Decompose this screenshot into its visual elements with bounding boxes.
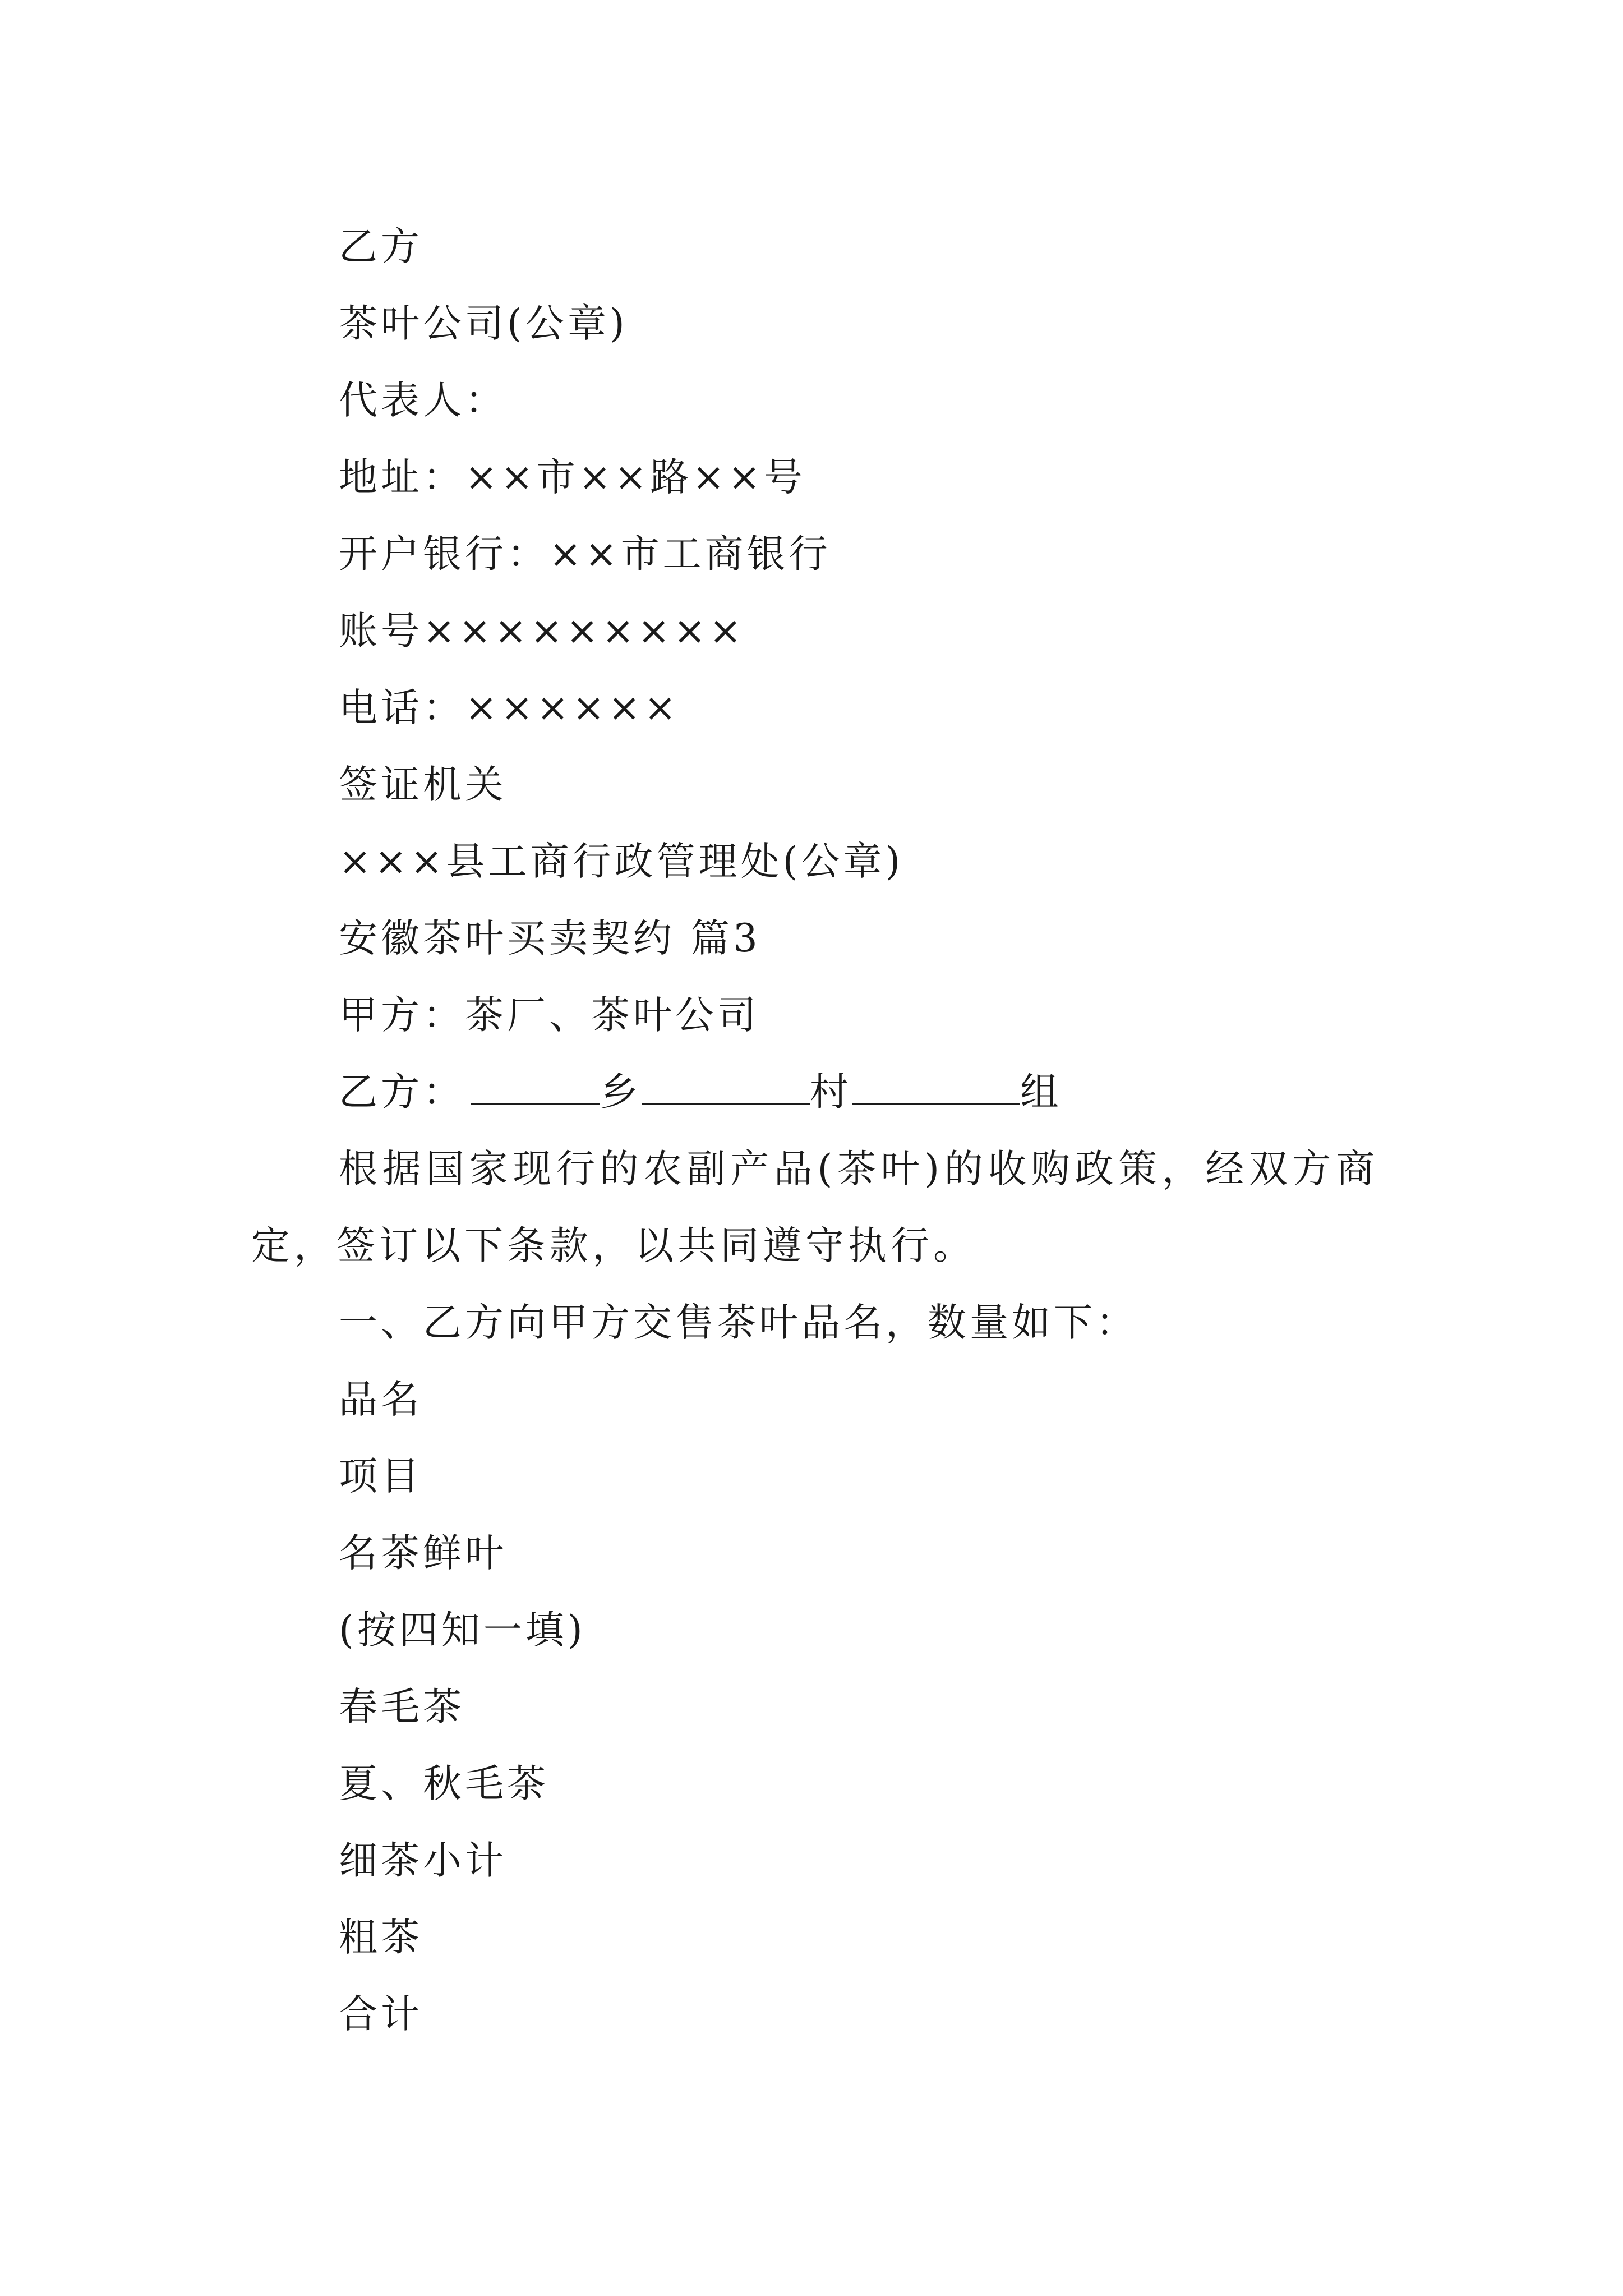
text-line: 乙方 bbox=[339, 224, 423, 269]
township-label: 乡 bbox=[600, 1070, 642, 1115]
text-line: 甲方：茶厂、茶叶公司 bbox=[339, 993, 759, 1038]
blank-field-village[interactable] bbox=[642, 1074, 810, 1105]
text-line: 代表人： bbox=[339, 378, 507, 423]
text-line: 名茶鲜叶 bbox=[339, 1531, 507, 1576]
text-line: 地址：××市××路××号 bbox=[339, 455, 806, 500]
text-line: 细茶小计 bbox=[339, 1838, 507, 1883]
text-line: 电话：×××××× bbox=[339, 685, 680, 730]
group-label: 组 bbox=[1020, 1070, 1062, 1115]
text-line: 品名 bbox=[339, 1377, 423, 1422]
village-label: 村 bbox=[810, 1070, 852, 1115]
text-line: 一、乙方向甲方交售茶叶品名，数量如下： bbox=[339, 1300, 1138, 1345]
text-line: 开户银行：××市工商银行 bbox=[339, 532, 831, 577]
text-line: 粗茶 bbox=[339, 1915, 423, 1960]
party-b-prefix: 乙方： bbox=[339, 1070, 465, 1115]
text-line: 项目 bbox=[339, 1454, 423, 1499]
party-b-fill-line bbox=[251, 1054, 1378, 1131]
section-heading: 安徽茶叶买卖契约 篇3 bbox=[339, 916, 761, 961]
blank-field-group[interactable] bbox=[852, 1074, 1020, 1105]
text-line: 春毛茶 bbox=[339, 1685, 465, 1729]
document-body bbox=[251, 209, 1378, 2053]
text-line: 签证机关 bbox=[339, 762, 507, 807]
blank-field-township[interactable] bbox=[471, 1074, 600, 1105]
text-line: 账号××××××××× bbox=[339, 609, 745, 654]
text-line: 合计 bbox=[339, 1992, 423, 2037]
text-line: 茶叶公司(公章) bbox=[339, 301, 628, 346]
text-line: 夏、秋毛茶 bbox=[339, 1761, 549, 1806]
text-line: ×××县工商行政管理处(公章) bbox=[339, 839, 904, 884]
agreement-paragraph: 根据国家现行的农副产品(茶叶)的收购政策，经双方商定，签订以下条款，以共同遵守执行。 bbox=[251, 1147, 1378, 1268]
text-line: (按四知一填) bbox=[339, 1608, 586, 1653]
